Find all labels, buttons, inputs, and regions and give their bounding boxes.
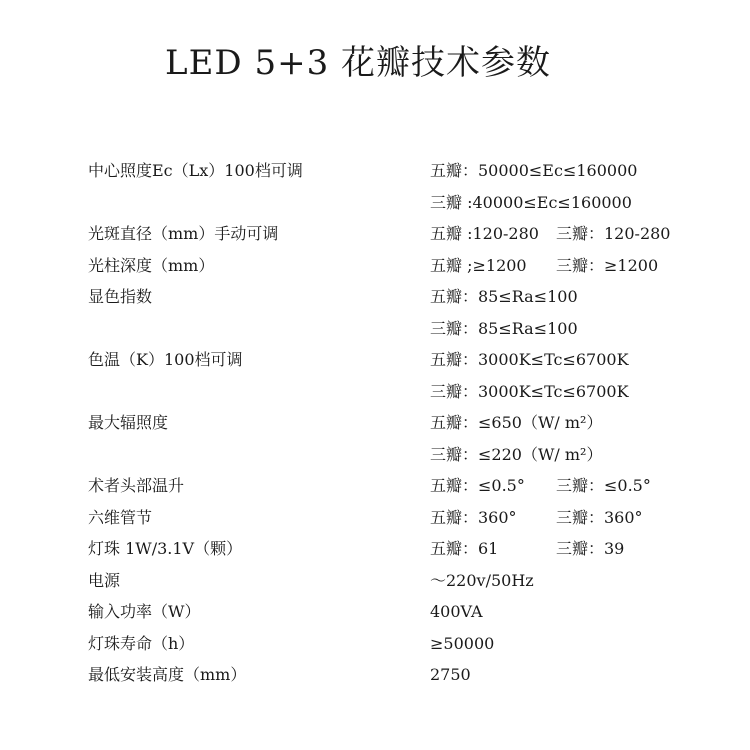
spec-value: 五瓣：360° xyxy=(430,508,517,527)
spec-label: 显色指数 xyxy=(88,287,153,306)
spec-label: 六维管节 xyxy=(88,508,153,527)
spec-row-led-lifetime xyxy=(0,628,750,659)
spec-value-secondary: 三瓣：120-280 xyxy=(556,224,671,243)
spec-row-color-rendering-three xyxy=(0,313,750,344)
spec-row-min-install-height xyxy=(0,659,750,690)
spec-row-max-irradiance-three xyxy=(0,439,750,470)
page-title: LED 5+3 花瓣技术参数 xyxy=(164,43,552,83)
spec-value: ≥50000 xyxy=(430,634,495,653)
spec-value: 三瓣：85≤Ra≤100 xyxy=(430,319,578,338)
spec-row-spot-diameter xyxy=(0,218,750,249)
spec-value: 2750 xyxy=(430,665,471,684)
spec-value-secondary: 三瓣：360° xyxy=(556,508,643,527)
spec-value: 五瓣：≤650（W/ m²） xyxy=(430,413,603,432)
spec-row-center-illuminance xyxy=(0,155,750,186)
spec-value: 五瓣 :120-280 xyxy=(430,224,539,243)
spec-label: 光斑直径（mm）手动可调 xyxy=(88,224,279,243)
spec-label: 术者头部温升 xyxy=(88,476,185,495)
spec-value: 五瓣：≤0.5° xyxy=(430,476,525,495)
spec-row-color-temperature-three xyxy=(0,376,750,407)
spec-row-center-illuminance-three xyxy=(0,187,750,218)
spec-value: 五瓣：3000K≤Tc≤6700K xyxy=(430,350,629,369)
spec-value: 五瓣：61 xyxy=(430,539,499,558)
spec-label: 最大辐照度 xyxy=(88,413,169,432)
spec-row-head-temperature-rise xyxy=(0,470,750,501)
spec-label: 输入功率（W） xyxy=(88,602,201,621)
spec-value-secondary: 三瓣：≥1200 xyxy=(556,256,659,275)
spec-value: 三瓣：3000K≤Tc≤6700K xyxy=(430,382,629,401)
spec-label: 灯珠 1W/3.1V（颗） xyxy=(88,539,243,558)
spec-value: 五瓣：50000≤Ec≤160000 xyxy=(430,161,638,180)
spec-row-input-power xyxy=(0,596,750,627)
spec-value: 三瓣：≤220（W/ m²） xyxy=(430,445,603,464)
spec-value: 400VA xyxy=(430,602,483,621)
spec-label: 中心照度Ec（Lx）100档可调 xyxy=(88,161,303,180)
spec-value: ～220v/50Hz xyxy=(430,571,534,590)
spec-label: 电源 xyxy=(88,571,121,590)
spec-label: 最低安装高度（mm） xyxy=(88,665,247,684)
spec-label: 光柱深度（mm） xyxy=(88,256,215,275)
spec-row-power-supply xyxy=(0,565,750,596)
spec-row-light-depth xyxy=(0,250,750,281)
spec-value: 五瓣 ;≥1200 xyxy=(430,256,527,275)
spec-row-led-count xyxy=(0,533,750,564)
spec-row-max-irradiance xyxy=(0,407,750,438)
spec-value-secondary: 三瓣：39 xyxy=(556,539,625,558)
spec-row-color-rendering xyxy=(0,281,750,312)
spec-label: 色温（K）100档可调 xyxy=(88,350,243,369)
spec-label: 灯珠寿命（h） xyxy=(88,634,195,653)
spec-row-joint xyxy=(0,502,750,533)
spec-value: 五瓣：85≤Ra≤100 xyxy=(430,287,578,306)
spec-value: 三瓣 :40000≤Ec≤160000 xyxy=(430,193,632,212)
spec-value-secondary: 三瓣：≤0.5° xyxy=(556,476,651,495)
spec-row-color-temperature xyxy=(0,344,750,375)
